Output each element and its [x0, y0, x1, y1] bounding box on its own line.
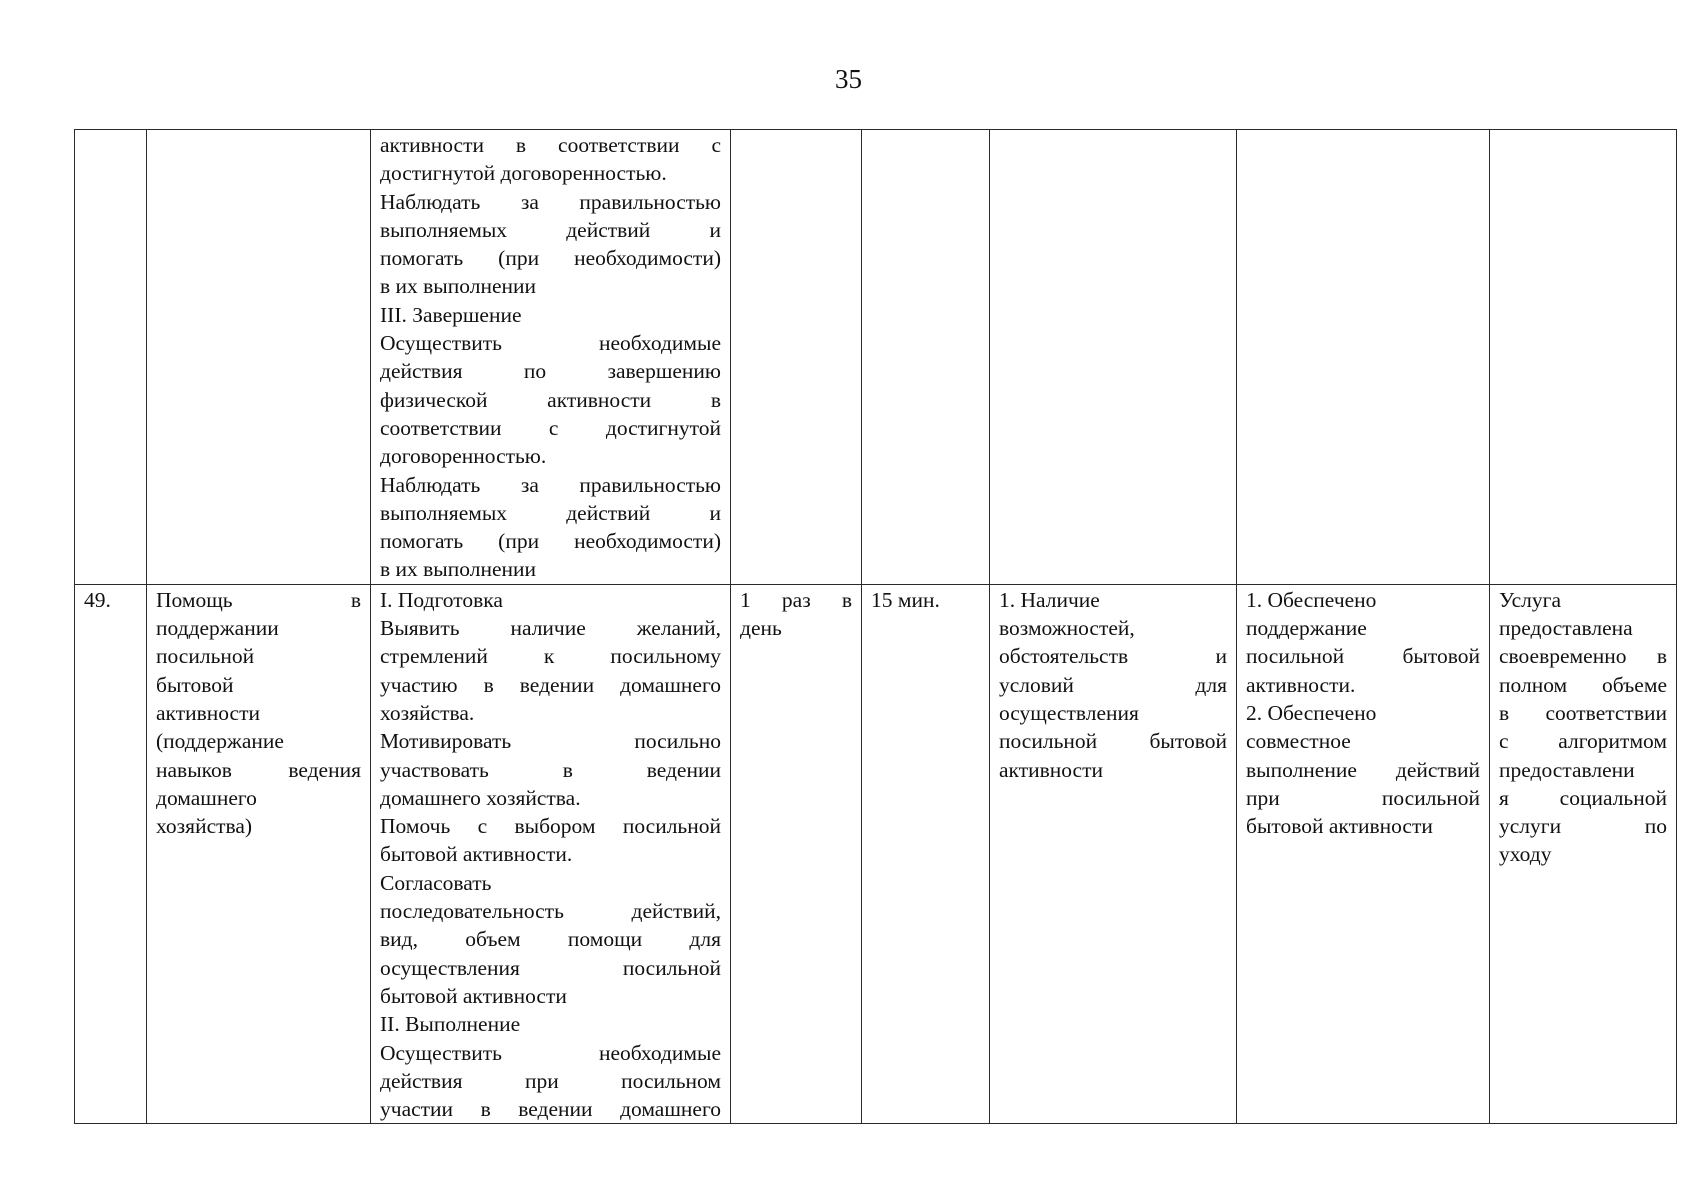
- service-name-text: [156, 586, 361, 841]
- cell-procedure: [371, 584, 731, 1124]
- text-line: осуществления: [999, 700, 1139, 725]
- text-line: участию в ведении домашнего: [380, 672, 721, 697]
- text-line: бытовой: [156, 672, 234, 697]
- text-line: Наблюдать за правильностью: [380, 189, 721, 214]
- text-line: Услуга: [1499, 587, 1562, 612]
- text-line: III. Завершение: [380, 302, 522, 327]
- text-line: Осуществить необходимые: [380, 331, 721, 356]
- table-row-49: [75, 584, 1677, 1124]
- procedure-text: [380, 131, 721, 584]
- table-row-continuation: [75, 130, 1677, 585]
- cell-evaluation: [1490, 584, 1677, 1124]
- cell-conditions: [990, 130, 1237, 585]
- text-line: хозяйства.: [380, 700, 475, 725]
- page-number: 35: [835, 64, 862, 94]
- conditions-text: [999, 586, 1227, 784]
- text-line: посильной: [156, 644, 255, 669]
- text-line: участвовать в ведении: [380, 757, 721, 782]
- text-line: поддержание: [1246, 616, 1367, 641]
- text-line: предоставлени: [1499, 757, 1635, 782]
- text-line: договоренностью.: [380, 444, 547, 469]
- text-line: участии в ведении домашнего: [380, 1097, 721, 1122]
- text-line: активности в соответствии с: [380, 133, 721, 157]
- text-line: возможностей,: [999, 616, 1135, 641]
- cell-number: [75, 584, 147, 1124]
- text-line: в их выполнении: [380, 557, 537, 582]
- text-line: предоставлена: [1499, 616, 1633, 641]
- text-line: домашнего хозяйства.: [380, 785, 581, 810]
- cell-frequency: [731, 130, 862, 585]
- text-line: активности: [156, 700, 260, 725]
- text-line: осуществления посильной: [380, 955, 721, 980]
- text-line: в соответствии: [1499, 700, 1667, 725]
- text-line: поддержании: [156, 616, 279, 641]
- text-line: стремлений к посильному: [380, 644, 721, 669]
- text-line: (поддержание: [156, 729, 284, 754]
- text-line: помогать (при необходимости): [380, 529, 721, 554]
- text-line: посильной бытовой: [1246, 644, 1480, 669]
- cell-duration: [862, 130, 990, 585]
- text-line: II. Выполнение: [380, 1012, 521, 1037]
- frequency-text: [740, 586, 852, 643]
- cell-results: [1237, 130, 1490, 585]
- cell-conditions: [990, 584, 1237, 1124]
- cell-frequency: [731, 584, 862, 1124]
- text-line: вид, объем помощи для: [380, 927, 721, 952]
- text-line: действия при посильном: [380, 1068, 721, 1093]
- cell-service-name: [147, 584, 371, 1124]
- cell-duration: [862, 584, 990, 1124]
- text-line: совместное: [1246, 729, 1351, 754]
- services-table: [74, 129, 1677, 1124]
- text-line: в их выполнении: [380, 274, 537, 299]
- text-line: 1. Наличие: [999, 587, 1100, 612]
- text-line: бытовой активности.: [380, 842, 573, 867]
- row-number: 49.: [84, 587, 111, 612]
- text-line: бытовой активности: [1246, 814, 1433, 839]
- text-line: своевременно в: [1499, 644, 1667, 669]
- cell-evaluation: [1490, 130, 1677, 585]
- text-line: 1 раз в: [740, 587, 852, 612]
- cell-results: [1237, 584, 1490, 1124]
- text-line: действия по завершению: [380, 359, 721, 384]
- text-line: Помочь с выбором посильной: [380, 814, 721, 839]
- cell-service-name: [147, 130, 371, 585]
- text-line: 1. Обеспечено: [1246, 587, 1377, 612]
- text-line: Мотивировать посильно: [380, 729, 721, 754]
- text-line: выполняемых действий и: [380, 217, 721, 242]
- cell-procedure: [371, 130, 731, 585]
- duration-text: 15 мин.: [871, 587, 940, 612]
- text-line: я социальной: [1499, 785, 1667, 810]
- text-line: уходу: [1499, 842, 1552, 867]
- text-line: I. Подготовка: [380, 587, 503, 612]
- text-line: день: [740, 616, 782, 641]
- text-line: последовательность действий,: [380, 899, 721, 924]
- text-line: достигнутой договоренностью.: [380, 161, 667, 186]
- text-line: при посильной: [1246, 785, 1480, 810]
- text-line: Осуществить необходимые: [380, 1040, 721, 1065]
- text-line: выполнение действий: [1246, 757, 1480, 782]
- text-line: домашнего: [156, 785, 257, 810]
- text-line: соответствии с достигнутой: [380, 415, 721, 440]
- evaluation-text: [1499, 586, 1667, 869]
- text-line: условий для: [999, 672, 1227, 697]
- text-line: 2. Обеспечено: [1246, 700, 1377, 725]
- text-line: помогать (при необходимости): [380, 246, 721, 271]
- text-line: активности: [999, 757, 1103, 782]
- text-line: полном объеме: [1499, 672, 1667, 697]
- text-line: физической активности в: [380, 387, 721, 412]
- text-line: активности.: [1246, 672, 1356, 697]
- text-line: выполняемых действий и: [380, 500, 721, 525]
- text-line: Согласовать: [380, 870, 492, 895]
- procedure-text: [380, 586, 721, 1124]
- text-line: Помощь в: [156, 587, 361, 612]
- text-line: навыков ведения: [156, 757, 361, 782]
- text-line: Выявить наличие желаний,: [380, 616, 721, 641]
- cell-number: [75, 130, 147, 585]
- text-line: Наблюдать за правильностью: [380, 472, 721, 497]
- text-line: бытовой активности: [380, 983, 567, 1008]
- text-line: посильной бытовой: [999, 729, 1227, 754]
- text-line: с алгоритмом: [1499, 729, 1667, 754]
- results-text: [1246, 586, 1480, 841]
- text-line: обстоятельств и: [999, 644, 1227, 669]
- text-line: услуги по: [1499, 814, 1667, 839]
- text-line: хозяйства): [156, 814, 253, 839]
